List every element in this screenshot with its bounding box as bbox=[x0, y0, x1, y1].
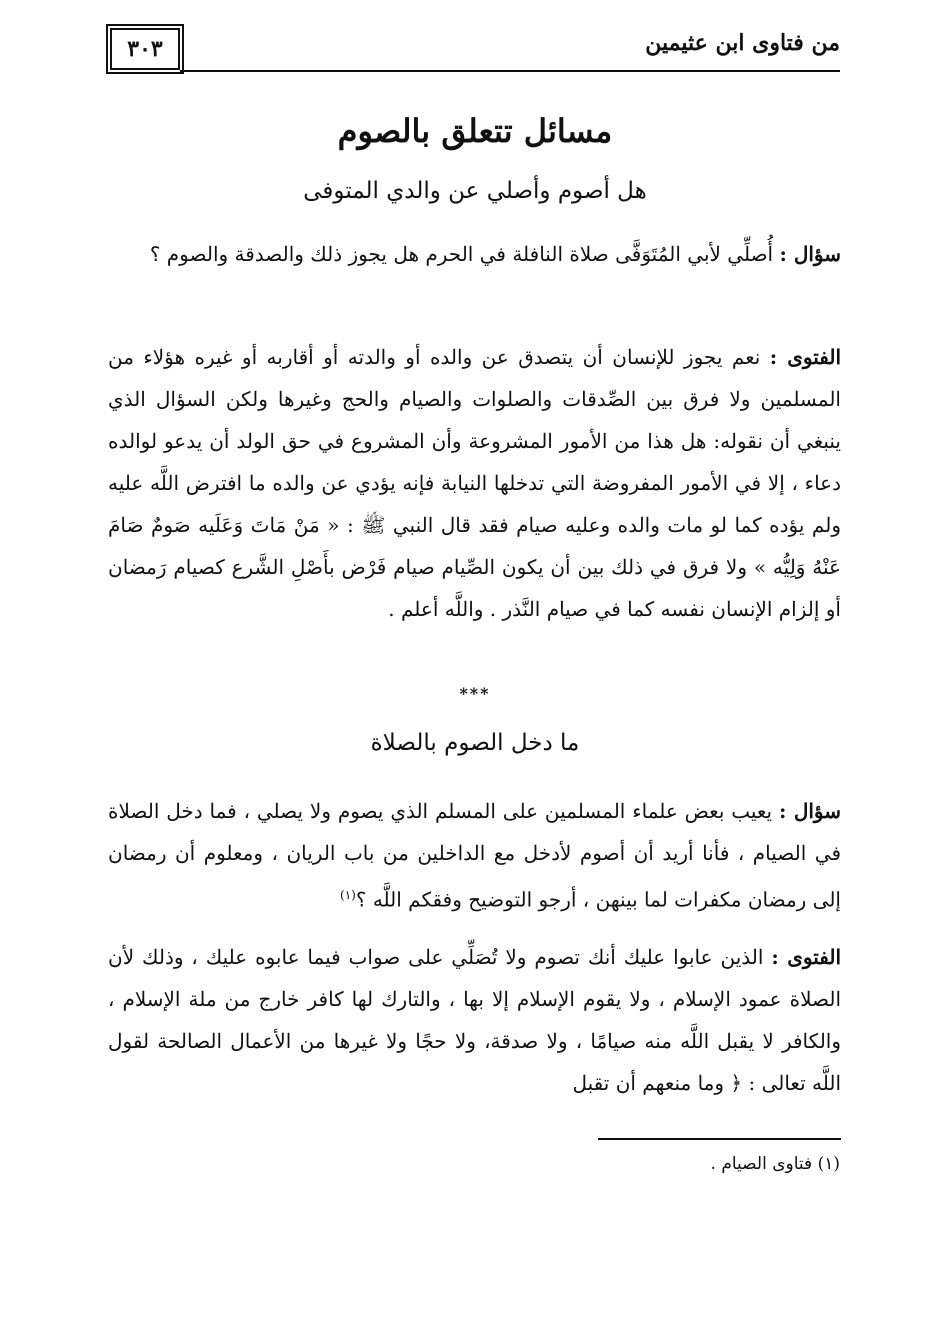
page-number: ٣٠٣ bbox=[110, 28, 180, 70]
footnote-marker: (١) bbox=[340, 888, 356, 902]
question-text: أُصلِّي لأبي المُتَوَفَّى صلاة النافلة في الحرم هل يجوز ذلك والصدقة والصوم ؟ bbox=[149, 242, 774, 266]
question-label: سؤال : bbox=[779, 799, 842, 823]
footnote-rule bbox=[598, 1138, 841, 1140]
section-separator: *** bbox=[459, 684, 491, 703]
running-title: من فتاوى ابن عثيمين bbox=[645, 30, 840, 56]
page-header bbox=[110, 28, 840, 74]
answer-label: الفتوى : bbox=[769, 345, 841, 369]
question-label: سؤال : bbox=[779, 242, 841, 266]
question-text: يعيب بعض علماء المسلمين على المسلم الذي يصوم ولا يصلي ، فما دخل الصلاة في الصيام ، فأنا أريد أن أصوم لأدخل مع الداخلين من باب الريان ، ومعلوم أن رمضان إلى رمضان مكفرات لما بينهن ، أرجو التوضيح وفقكم اللَّه ؟ bbox=[108, 799, 841, 912]
section2-heading: ما دخل الصوم بالصلاة bbox=[370, 730, 580, 756]
section1-heading: هل أصوم وأصلي عن والدي المتوفى bbox=[303, 178, 647, 204]
section2-answer bbox=[108, 936, 841, 1104]
answer-text: الذين عابوا عليك أنك تصوم ولا تُصَلِّي على صواب فيما عابوه عليك ، وذلك لأن الصلاة عمود الإسلام ، ولا يقوم الإسلام إلا بها ، والتارك لها كافر خارج من ملة الإسلام ، والكافر لا يقبل اللَّه منه صيامًا ، ولا صدقة، ولا حجًا ولا غيرها من الأعمال الصالحة لقول اللَّه تعالى : ﴿ وما منعهم أن تقبل bbox=[108, 945, 841, 1095]
header-rule bbox=[180, 70, 840, 72]
footnote: (١) فتاوى الصيام . bbox=[710, 1154, 840, 1174]
section2-question bbox=[108, 790, 841, 921]
main-title: مسائل تتعلق بالصوم bbox=[337, 112, 613, 150]
section1-question bbox=[108, 233, 841, 275]
answer-text: نعم يجوز للإنسان أن يتصدق عن والده أو والدته أو أقاربه أو غيره هؤلاء من المسلمين ولا فرق بين الصِّدقات والصلوات والصيام والحج وغيرها ولكن السؤال الذي ينبغي أن نقوله: هل هذا من الأمور المشروعة وأن المشروع في حق الولد أن يدعو لوالده دعاء ، إلا في الأمور المفروضة التي تدخلها النيابة فإنه يؤدي عن والده ما افترض اللَّه عليه ولم يؤده كما لو مات والده وعليه صيام فقد قال النبي ﷺ : « مَنْ مَاتَ وَعَلَيه صَومٌ صَامَ عَنْهُ وَلِيُّه » ولا فرق في ذلك بين أن يكون الصِّيام صيام فَرْض بأَصْلِ الشَّرع كصيام رَمضان أو إلزام الإنسان نفسه كما في صيام النَّذر . واللَّه أعلم . bbox=[108, 345, 841, 621]
answer-label: الفتوى : bbox=[771, 945, 842, 969]
section1-answer bbox=[108, 336, 841, 630]
